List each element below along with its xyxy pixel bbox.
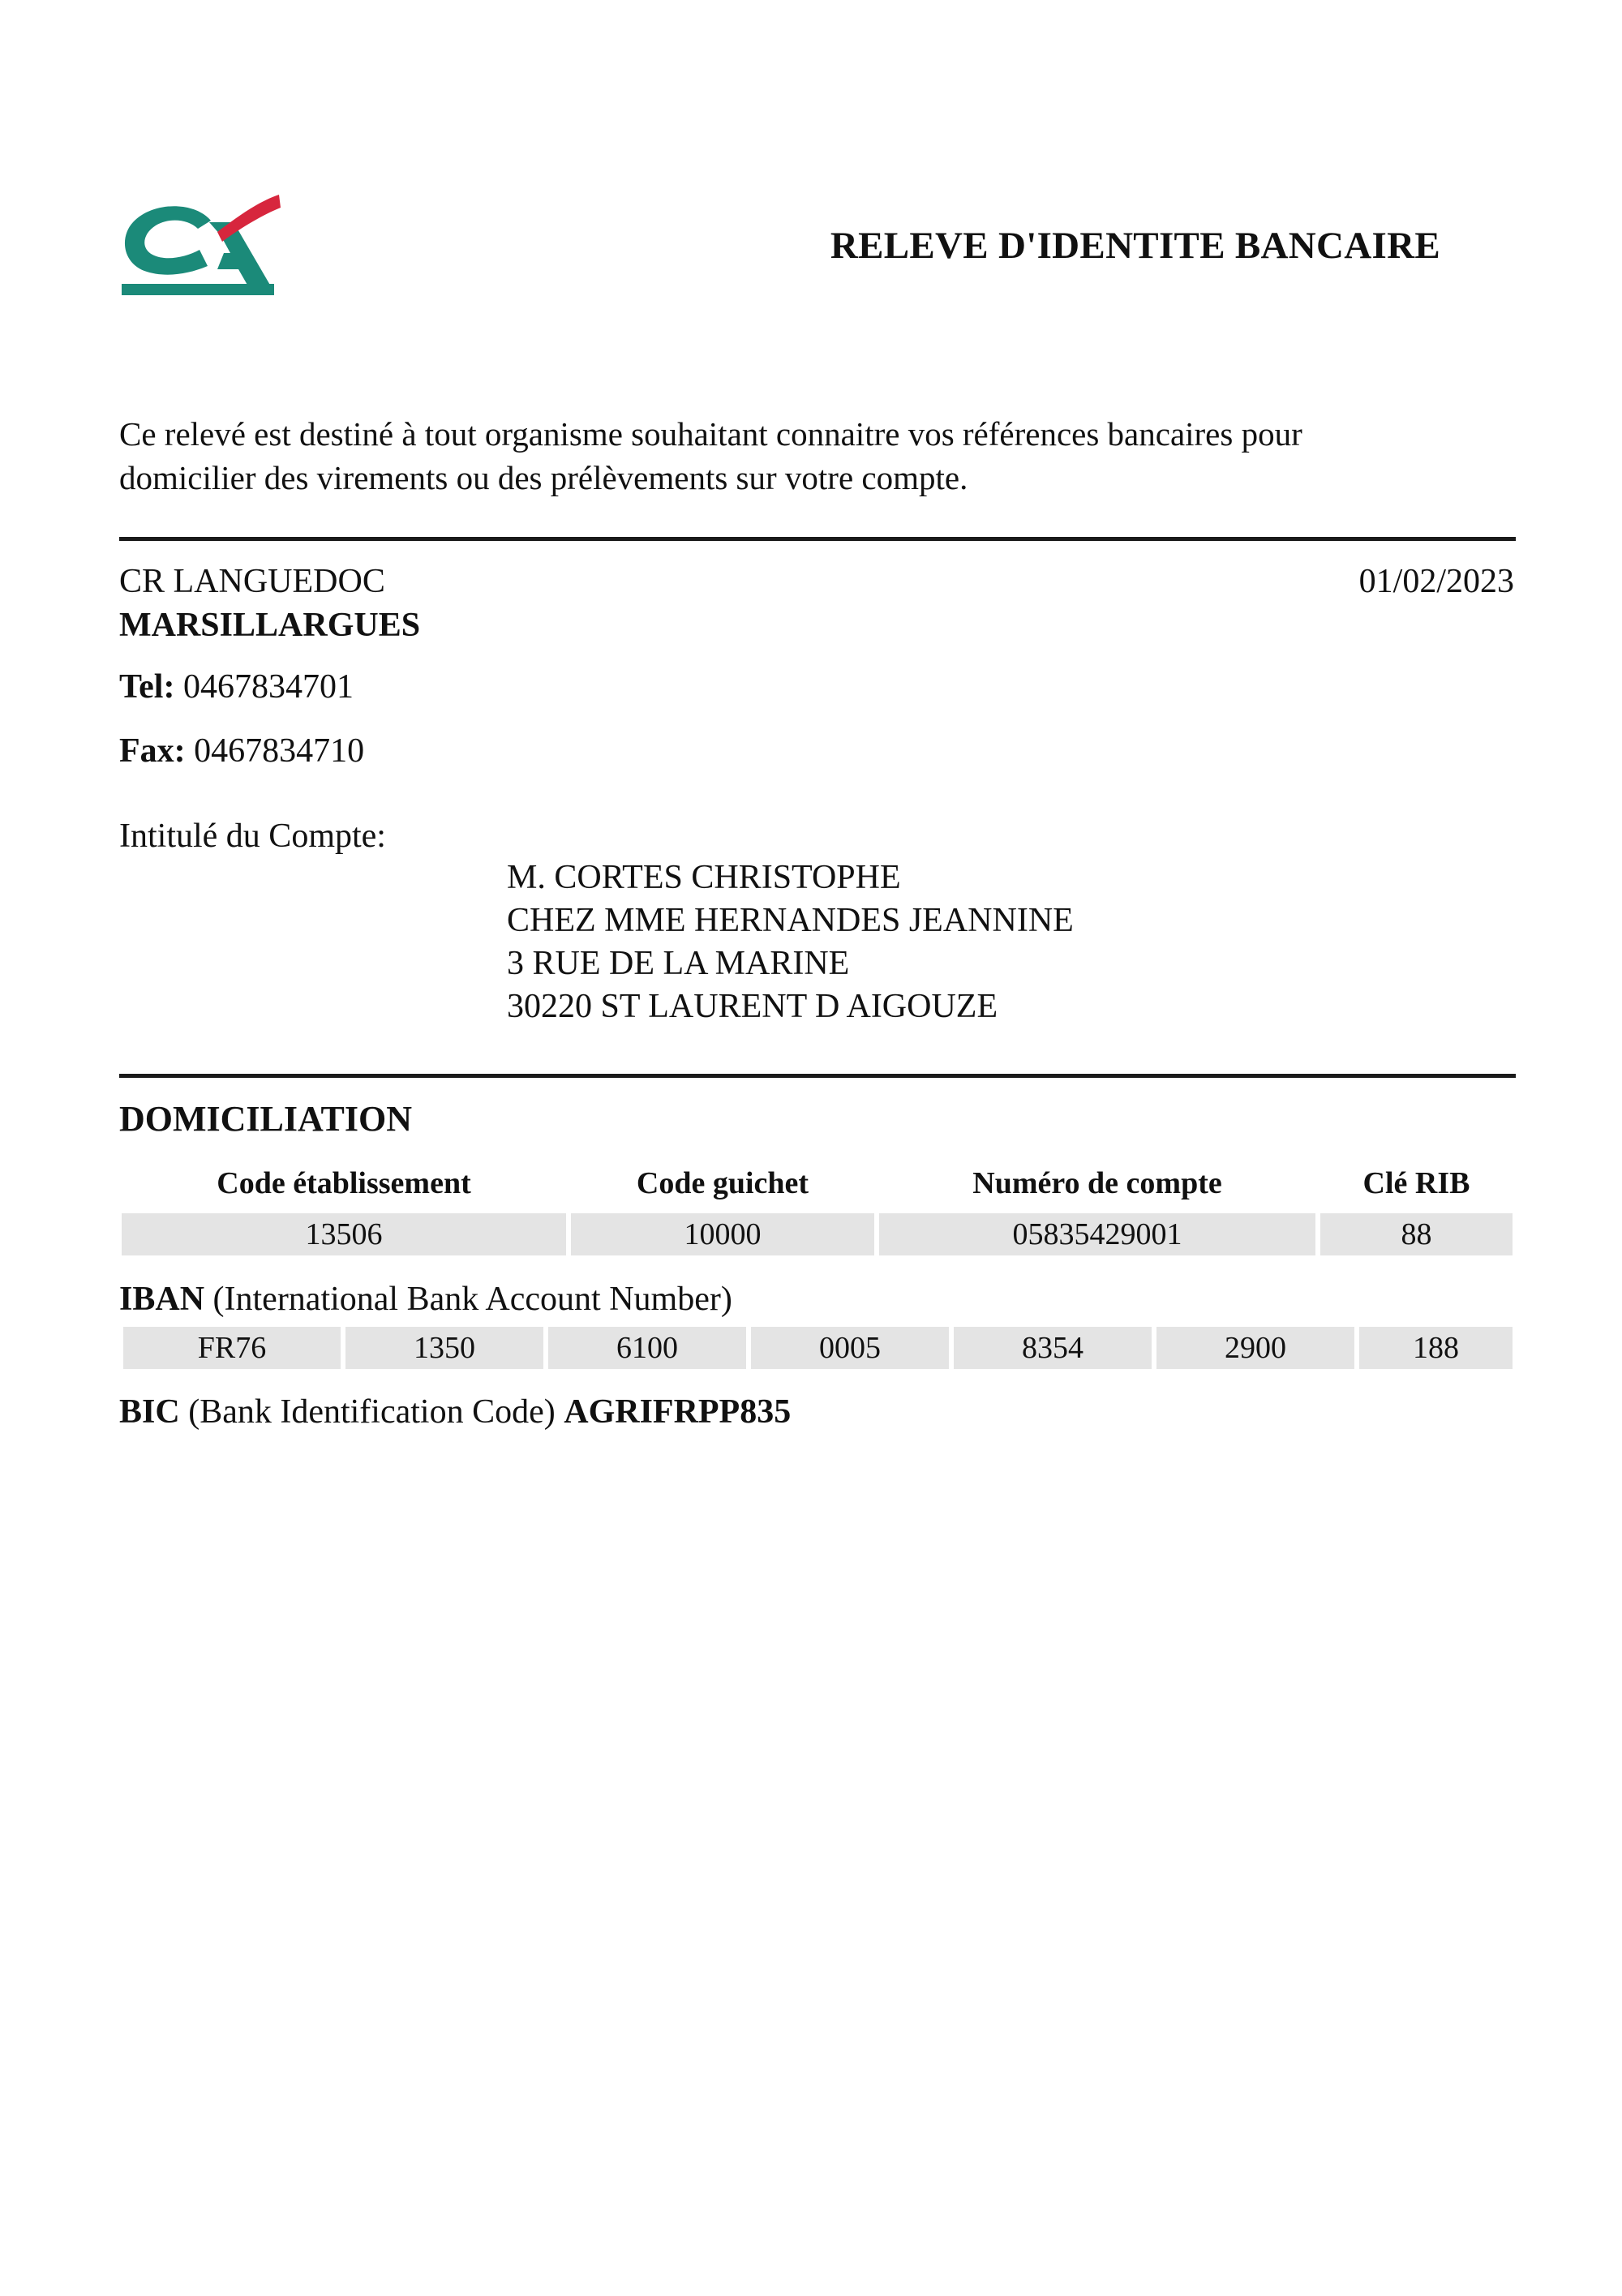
header-cle-rib: Clé RIB: [1362, 1166, 1470, 1200]
holder-line: CHEZ MME HERNANDES JEANNINE: [507, 902, 1074, 939]
logo-red-stroke: [217, 195, 281, 242]
logo-underline: [122, 284, 274, 295]
intro-line-2: domicilier des virements ou des prélèvements sur votre compte.: [119, 459, 968, 496]
iban-group: 188: [1359, 1327, 1513, 1369]
agency-block: [119, 560, 420, 647]
fax-value: 0467834710: [194, 732, 365, 770]
document-title: RELEVE D'IDENTITE BANCAIRE: [830, 225, 1440, 267]
account-holder: [507, 856, 1074, 1028]
bic-line: [119, 1390, 791, 1434]
bic-label: BIC: [119, 1393, 180, 1431]
holder-line: 30220 ST LAURENT D AIGOUZE: [507, 988, 998, 1025]
value-cle-rib: 88: [1320, 1213, 1513, 1255]
bic-value: AGRIFRPP835: [564, 1393, 792, 1431]
credit-agricole-logo: [120, 185, 282, 300]
iban-description: (International Bank Account Number): [212, 1281, 732, 1318]
domiciliation-title: DOMICILIATION: [119, 1099, 413, 1139]
intro-text: [119, 412, 1514, 500]
divider-middle: [119, 1074, 1516, 1078]
header-code-etablissement: Code établissement: [217, 1166, 471, 1200]
iban-label-line: [119, 1277, 732, 1321]
divider-top: [119, 537, 1516, 541]
intro-line-1: Ce relevé est destiné à tout organisme souhaitant connaitre vos références bancaires pour: [119, 415, 1302, 453]
iban-group: 6100: [548, 1327, 746, 1369]
iban-group: 8354: [954, 1327, 1152, 1369]
iban-group: FR76: [123, 1327, 341, 1369]
bic-description: (Bank Identification Code): [188, 1393, 556, 1431]
iban-group: 2900: [1156, 1327, 1354, 1369]
header-code-guichet: Code guichet: [636, 1166, 809, 1200]
value-code-guichet: 10000: [571, 1213, 874, 1255]
agency-branch: MARSILLARGUES: [119, 607, 421, 644]
fax-label: Fax:: [119, 732, 186, 770]
agency-name: CR LANGUEDOC: [119, 563, 385, 600]
logo-c-shape: [125, 206, 211, 274]
value-numero-compte: 05835429001: [879, 1213, 1315, 1255]
account-label: Intitulé du Compte:: [119, 818, 386, 855]
document-date: 01/02/2023: [1358, 563, 1514, 600]
header-numero-compte: Numéro de compte: [972, 1166, 1222, 1200]
iban-group: 1350: [345, 1327, 543, 1369]
iban-group: 0005: [751, 1327, 949, 1369]
holder-line: 3 RUE DE LA MARINE: [507, 945, 850, 982]
agency-tel: [119, 665, 354, 709]
agency-fax: [119, 729, 364, 773]
value-code-etablissement: 13506: [122, 1213, 566, 1255]
tel-label: Tel:: [119, 668, 175, 706]
tel-value: 0467834701: [182, 668, 354, 706]
holder-line: M. CORTES CHRISTOPHE: [507, 859, 901, 896]
iban-label: IBAN: [119, 1281, 205, 1318]
